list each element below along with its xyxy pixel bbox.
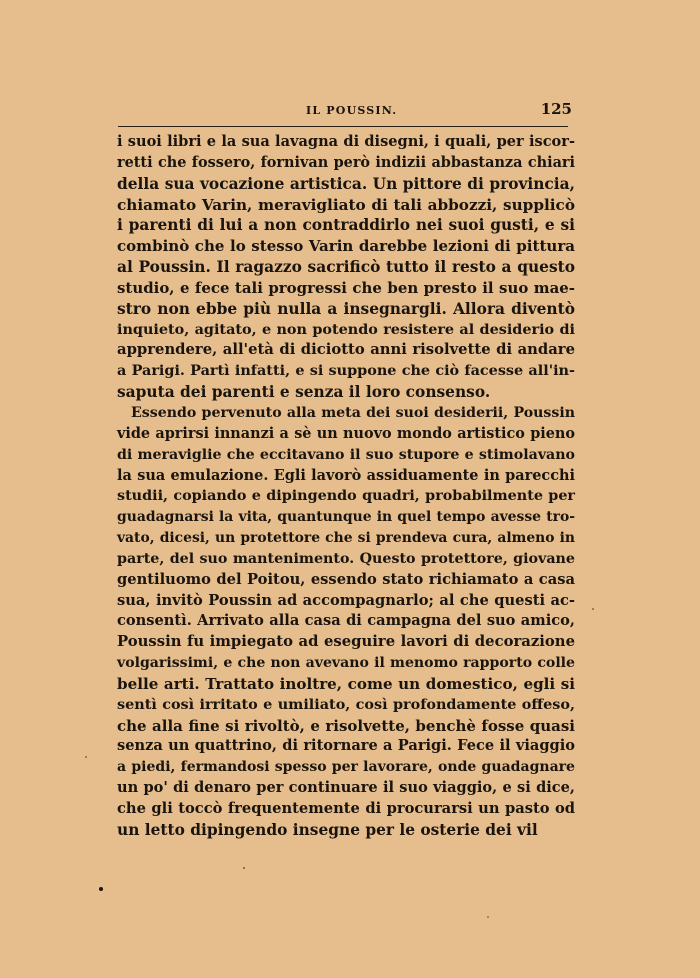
text-line: di meraviglie che eccitavano il suo stupore e stimolavano [117,446,575,463]
text-line: vide aprirsi innanzi a sè un nuovo mondo artistico pieno [117,424,575,442]
text-line: parte, del suo mantenimento. Questo protettore, giovane [117,550,575,567]
text-line: un po' di denaro per continuare il suo viaggio, e si dice, [117,779,575,797]
text-line: stro non ebbe più nulla a insegnargli. Allora diventò [117,299,575,318]
text-line: a piedi, fermandosi spesso per lavorare, onde guadagnare [117,759,575,776]
text-line: sua, invitò Poussin ad accompagnarlo; al che questi ac- [117,591,575,609]
page-number: 125 [540,100,572,118]
text-line: retti che fossero, fornivan però indizii abbastanza chiari [117,153,575,171]
text-line: combinò che lo stesso Varin darebbe lezioni di pittura [117,237,575,256]
text-line: vato, dicesi, un protettore che si prendeva cura, almeno in [117,530,575,547]
ink-speck [243,867,245,869]
text-line: senza un quattrino, di ritornare a Parigi. Fece il viaggio [117,737,575,755]
text-line: la sua emulazione. Egli lavorò assiduamente in parecchi [117,466,575,484]
text-line: gentiluomo del Poitou, essendo stato richiamato a casa [117,570,575,588]
text-line: volgarissimi, e che non avevano il menomo rapporto colle [117,655,575,672]
ink-speck [487,916,489,918]
body-text [117,132,575,841]
text-line: sentì così irritato e umiliato, così profondamente offeso, [117,695,575,713]
text-line: inquieto, agitato, e non potendo resistere al desiderio di [117,320,575,338]
text-line: a Parigi. Partì infatti, e si suppone che ciò facesse all'in- [117,362,575,380]
text-line: i parenti di lui a non contraddirlo nei suoi gusti, e si [117,216,575,235]
header-rule [118,126,568,127]
text-line: studii, copiando e dipingendo quadri, probabilmente per [117,488,575,505]
text-line: Poussin fu impiegato ad eseguire lavori di decorazione [117,633,575,651]
text-line: della sua vocazione artistica. Un pittore di provincia, [117,174,575,193]
text-line: studio, e fece tali progressi che ben presto il suo mae- [117,278,575,297]
text-line: consentì. Arrivato alla casa di campagna del suo amico, [117,612,575,630]
text-line: i suoi libri e la sua lavagna di disegni, i quali, per iscor- [117,133,575,150]
ink-speck [85,756,87,758]
text-line: saputa dei parenti e senza il loro consenso. [117,383,491,402]
page-header [116,100,576,122]
ink-speck [99,887,103,891]
running-title: IL POUSSIN. [306,104,398,117]
text-line: belle arti. Trattato inoltre, come un domestico, egli si [117,674,575,693]
ink-speck [592,608,594,610]
text-line: che alla fine si rivoltò, e risolvette, benchè fosse quasi [117,716,575,735]
text-line: chiamato Varin, meravigliato di tali abbozzi, supplicò [117,195,575,214]
text-line: al Poussin. Il ragazzo sacrificò tutto il resto a questo [117,258,575,277]
text-line: Essendo pervenuto alla meta dei suoi desiderii, Poussin [131,404,575,421]
text-line: che gli toccò frequentemente di procurarsi un pasto od [117,800,575,817]
text-line: un letto dipingendo insegne per le osterie dei vil [117,820,538,839]
text-line: guadagnarsi la vita, quantunque in quel tempo avesse tro- [117,509,575,526]
text-line: apprendere, all'età di diciotto anni risolvette di andare [117,341,575,359]
